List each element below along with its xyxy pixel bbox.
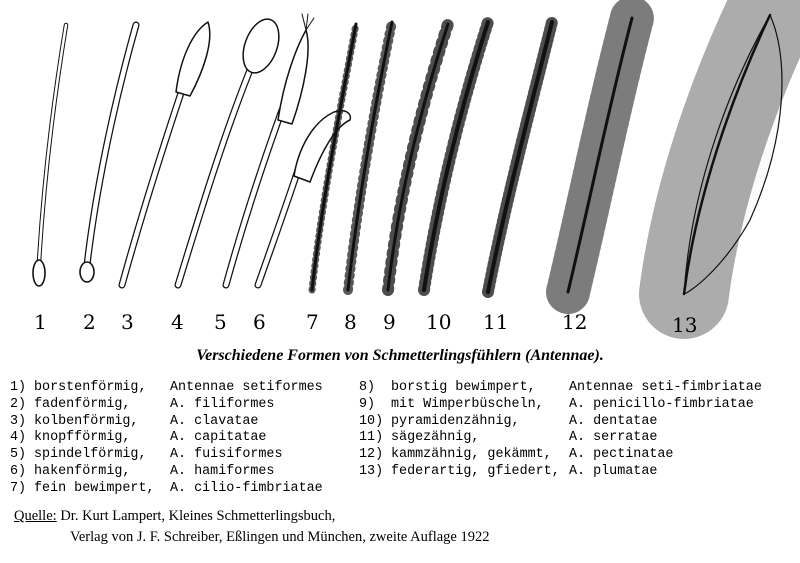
antenna-8-setifimbriate (348, 22, 392, 290)
legend-latin-term: Antennae setiformes (170, 380, 323, 395)
legend-german-term: knopfförmig, (34, 430, 131, 446)
figure-number-1: 1 (34, 310, 47, 334)
antenna-12-pectinate (568, 18, 632, 292)
legend-entry (359, 464, 762, 481)
legend-number: 3) (10, 413, 27, 429)
legend-number: 11) (359, 430, 384, 446)
antenna-9-penicillate (388, 24, 448, 290)
figure-number-11: 11 (483, 310, 509, 334)
figure-number-4: 4 (171, 310, 184, 334)
legend-german-term: hakenförmig, (34, 463, 131, 479)
figure-number-8: 8 (344, 310, 357, 334)
figure-number-6: 6 (253, 310, 266, 334)
legend-latin-term: A. penicillo-fimbriatae (569, 396, 754, 412)
legend-entry (10, 481, 323, 498)
legend-number: 10) (359, 413, 384, 429)
legend-number: 1) (10, 380, 27, 395)
legend-german-term: spindelförmig, (34, 447, 147, 463)
legend-entry (10, 430, 323, 447)
legend-right-column (359, 380, 762, 481)
source-author-title: Dr. Kurt Lampert, Kleines Schmetterlingsbuch, (56, 508, 336, 524)
antenna-11-serrate (488, 22, 552, 292)
legend-number: 7) (10, 480, 27, 496)
figure-number-9: 9 (383, 310, 396, 334)
antenna-2-filiform (80, 25, 136, 282)
legend-entry (359, 447, 762, 464)
figure-number-5: 5 (214, 310, 227, 334)
legend-latin-term: A. pectinatae (569, 447, 674, 463)
source-publisher: Verlag von J. F. Schreiber, Eßlingen und München, zweite Auflage 1922 (70, 529, 490, 545)
legend-number: 2) (10, 396, 27, 412)
legend-german-term: borstig bewimpert, (391, 380, 536, 395)
figure-caption: Verschiedene Formen von Schmetterlingsfühlern (Antennae). (196, 347, 604, 364)
figure-number-3: 3 (121, 310, 134, 334)
antenna-1-setiform (33, 25, 66, 286)
figure-number-2: 2 (83, 310, 96, 334)
legend-german-term: federartig, gfiedert, (391, 463, 560, 479)
legend-latin-term: A. fuisiformes (170, 447, 283, 463)
legend-number: 9) (359, 396, 376, 412)
legend-number: 6) (10, 463, 27, 479)
legend-entry (10, 447, 323, 464)
legend-entry (10, 414, 323, 431)
legend-latin-term: A. hamiformes (170, 463, 275, 479)
legend-latin-term: A. cilio-fimbriatae (170, 480, 323, 496)
legend-number: 8) (359, 380, 376, 395)
legend-german-term: kolbenförmig, (34, 413, 139, 429)
legend-entry (359, 430, 762, 447)
legend-number: 4) (10, 430, 27, 446)
legend-number: 13) (359, 463, 384, 479)
legend-german-term: fein bewimpert, (34, 480, 155, 496)
legend-entry (359, 380, 762, 397)
source-line-1 (14, 506, 489, 527)
legend-latin-term: A. dentatae (569, 413, 658, 429)
figure-number-13: 13 (672, 313, 698, 337)
figure-number-10: 10 (426, 310, 452, 334)
legend-latin-term: A. capitatae (170, 430, 267, 446)
legend-german-term: pyramidenzähnig, (391, 413, 520, 429)
legend-latin-term: A. plumatae (569, 463, 658, 479)
legend-number: 5) (10, 447, 27, 463)
legend-german-term: fadenförmig, (34, 396, 131, 412)
legend-german-term: mit Wimperbüscheln, (391, 396, 544, 412)
legend-latin-term: A. clavatae (170, 413, 259, 429)
legend-latin-term: A. serratae (569, 430, 658, 446)
figure-number-12: 12 (562, 310, 588, 334)
source-citation (14, 506, 489, 548)
legend-german-term: sägezähnig, (391, 430, 480, 446)
legend-entry (10, 464, 323, 481)
antenna-13-plumate (684, 15, 782, 294)
legend-entry (359, 397, 762, 414)
legend-german-term: kammzähnig, gekämmt, (391, 447, 552, 463)
legend-german-term: borstenförmig, (34, 380, 147, 395)
legend-left-column (10, 380, 323, 498)
legend-latin-term: A. filiformes (170, 396, 275, 412)
legend-entry (359, 414, 762, 431)
legend-latin-term: Antennae seti-fimbriatae (569, 380, 762, 395)
source-label: Quelle: (14, 508, 57, 524)
figure-number-7: 7 (306, 310, 319, 334)
legend-entry (10, 397, 323, 414)
legend-number: 12) (359, 447, 384, 463)
antenna-3-clavate (122, 22, 210, 285)
legend-entry (10, 380, 323, 397)
figure-numbers (34, 310, 697, 337)
